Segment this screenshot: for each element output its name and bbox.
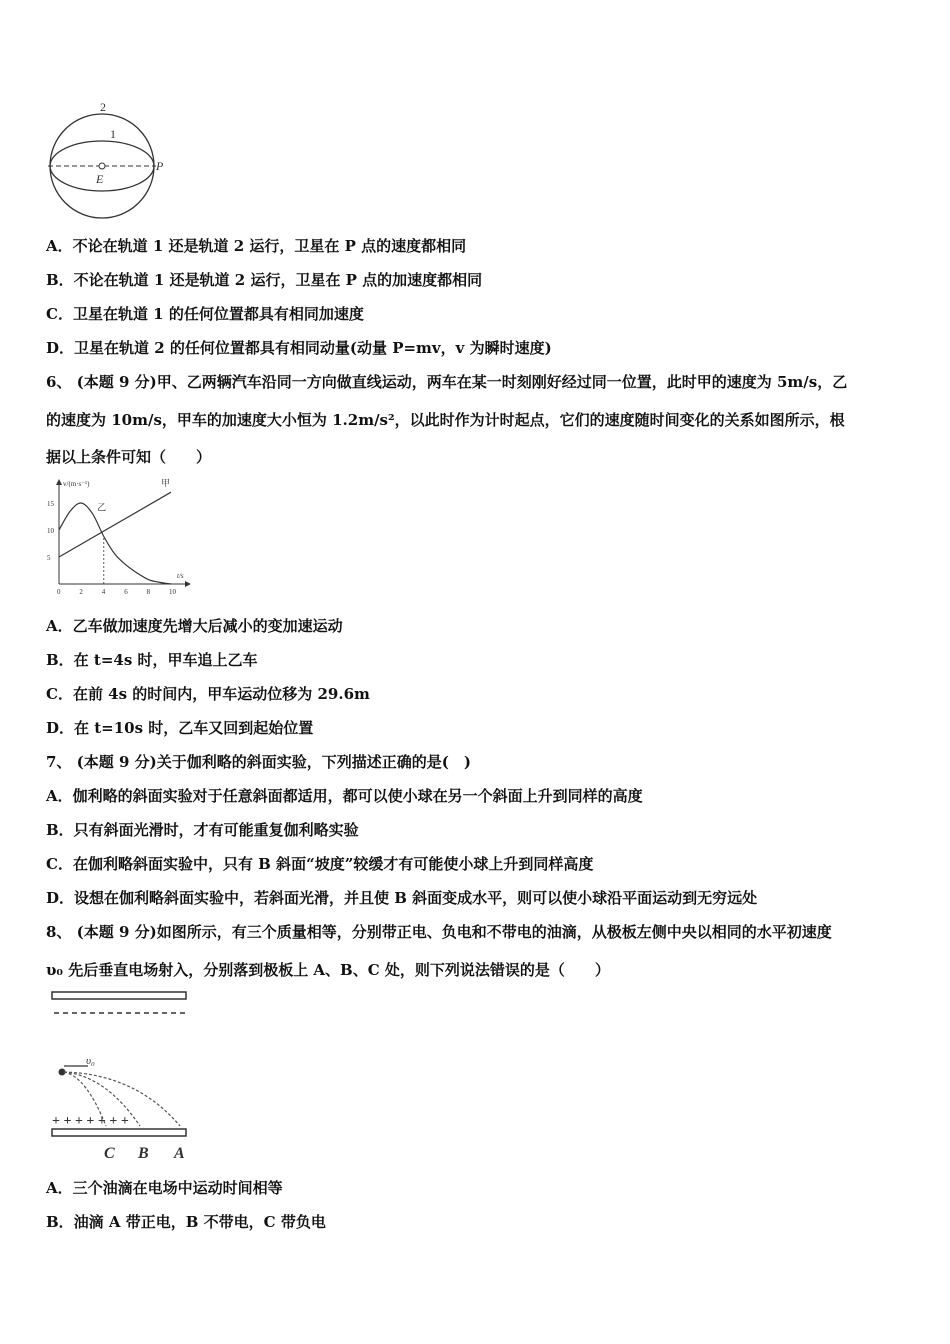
orbit-2-label: 2 [100, 100, 106, 114]
q5-option-c: C．卫星在轨道 1 的任何位置都具有相同加速度 [46, 305, 364, 323]
series-yi-label: 乙 [97, 502, 107, 513]
x-tick-6: 6 [124, 588, 128, 596]
series-jia-label: 甲 [161, 478, 171, 489]
q6-stem-line-1: 6、 (本题 9 分)甲、乙两辆汽车沿同一方向做直线运动，两车在某一时刻刚好经过同一位置，此时甲的速度为 5m/s，乙 [46, 373, 848, 391]
q6-option-d: D．在 t=10s 时，乙车又回到起始位置 [46, 719, 314, 737]
q8-option-a: A．三个油滴在电场中运动时间相等 [46, 1179, 283, 1197]
q5-option-b: B．不论在轨道 1 还是轨道 2 运行，卫星在 P 点的加速度都相同 [46, 271, 483, 289]
y-axis-label: v/(m·s⁻¹) [63, 480, 90, 488]
series-jia-line [59, 492, 171, 557]
x-tick-4: 4 [101, 588, 106, 596]
top-plate [52, 992, 186, 999]
orbit-1-label: 1 [110, 127, 116, 141]
capacitor-figure [46, 986, 196, 1164]
orbit-figure [44, 96, 174, 224]
series-yi-curve [59, 503, 171, 584]
x-tick-8: 8 [146, 588, 151, 596]
plus-signs: + + + + + + + [52, 1114, 129, 1129]
y-tick-5: 5 [47, 554, 51, 562]
x-tick-0: 0 [57, 588, 61, 596]
q5-option-d: D．卫星在轨道 2 的任何位置都具有相同动量(动量 P=mv，v 为瞬时速度) [46, 339, 552, 357]
q6-option-c: C．在前 4s 的时间内，甲车运动位移为 29.6m [46, 685, 370, 703]
v0-label: υ₀ [86, 1055, 95, 1067]
q8-option-b: B．油滴 A 带正电，B 不带电，C 带负电 [46, 1213, 326, 1231]
earth-label: E [96, 172, 104, 186]
q7-option-a: A．伽利略的斜面实验对于任意斜面都适用，都可以使小球在另一个斜面上升到同样的高度 [46, 787, 643, 805]
x-tick-10: 10 [169, 588, 176, 596]
velocity-time-chart [44, 476, 194, 598]
x-axis-label: t/s [177, 572, 184, 580]
landing-label-c: C [104, 1145, 115, 1162]
q7-option-c: C．在伽利略斜面实验中，只有 B 斜面“坡度”较缓才有可能使小球上升到同样高度 [46, 855, 594, 873]
q8-stem-line-2: υ₀ 先后垂直电场射入，分别落到极板上 A、B、C 处，则下列说法错误的是（ ） [46, 961, 610, 979]
q6-option-b: B．在 t=4s 时，甲车追上乙车 [46, 651, 258, 669]
q6-stem-line-2: 的速度为 10m/s，甲车的加速度大小恒为 1.2m/s²，以此时作为计时起点，它们的速度随时间变化的关系如图所示，根 [46, 411, 845, 429]
q5-option-a: A．不论在轨道 1 还是轨道 2 运行，卫星在 P 点的速度都相同 [46, 237, 467, 255]
q8-stem-line-1: 8、 (本题 9 分)如图所示，有三个质量相等，分别带正电、负电和不带电的油滴，从极板左侧中央以相同的水平初速度 [46, 923, 832, 941]
bottom-plate [52, 1129, 186, 1136]
point-p-label: P [156, 159, 164, 173]
q6-stem-line-3: 据以上条件可知（ ） [46, 448, 212, 466]
landing-label-b: B [138, 1145, 149, 1162]
x-tick-2: 2 [79, 588, 83, 596]
landing-label-a: A [174, 1145, 185, 1162]
q7-stem: 7、 (本题 9 分)关于伽利略的斜面实验，下列描述正确的是( ) [46, 753, 471, 771]
q7-option-b: B．只有斜面光滑时，才有可能重复伽利略实验 [46, 821, 359, 839]
y-tick-15: 15 [47, 500, 54, 508]
q7-option-d: D．设想在伽利略斜面实验中，若斜面光滑，并且使 B 斜面变成水平，则可以使小球沿平面运动到无穷远处 [46, 889, 758, 907]
q6-option-a: A．乙车做加速度先增大后减小的变加速运动 [46, 617, 343, 635]
y-tick-10: 10 [47, 527, 54, 535]
earth-marker [99, 163, 105, 169]
